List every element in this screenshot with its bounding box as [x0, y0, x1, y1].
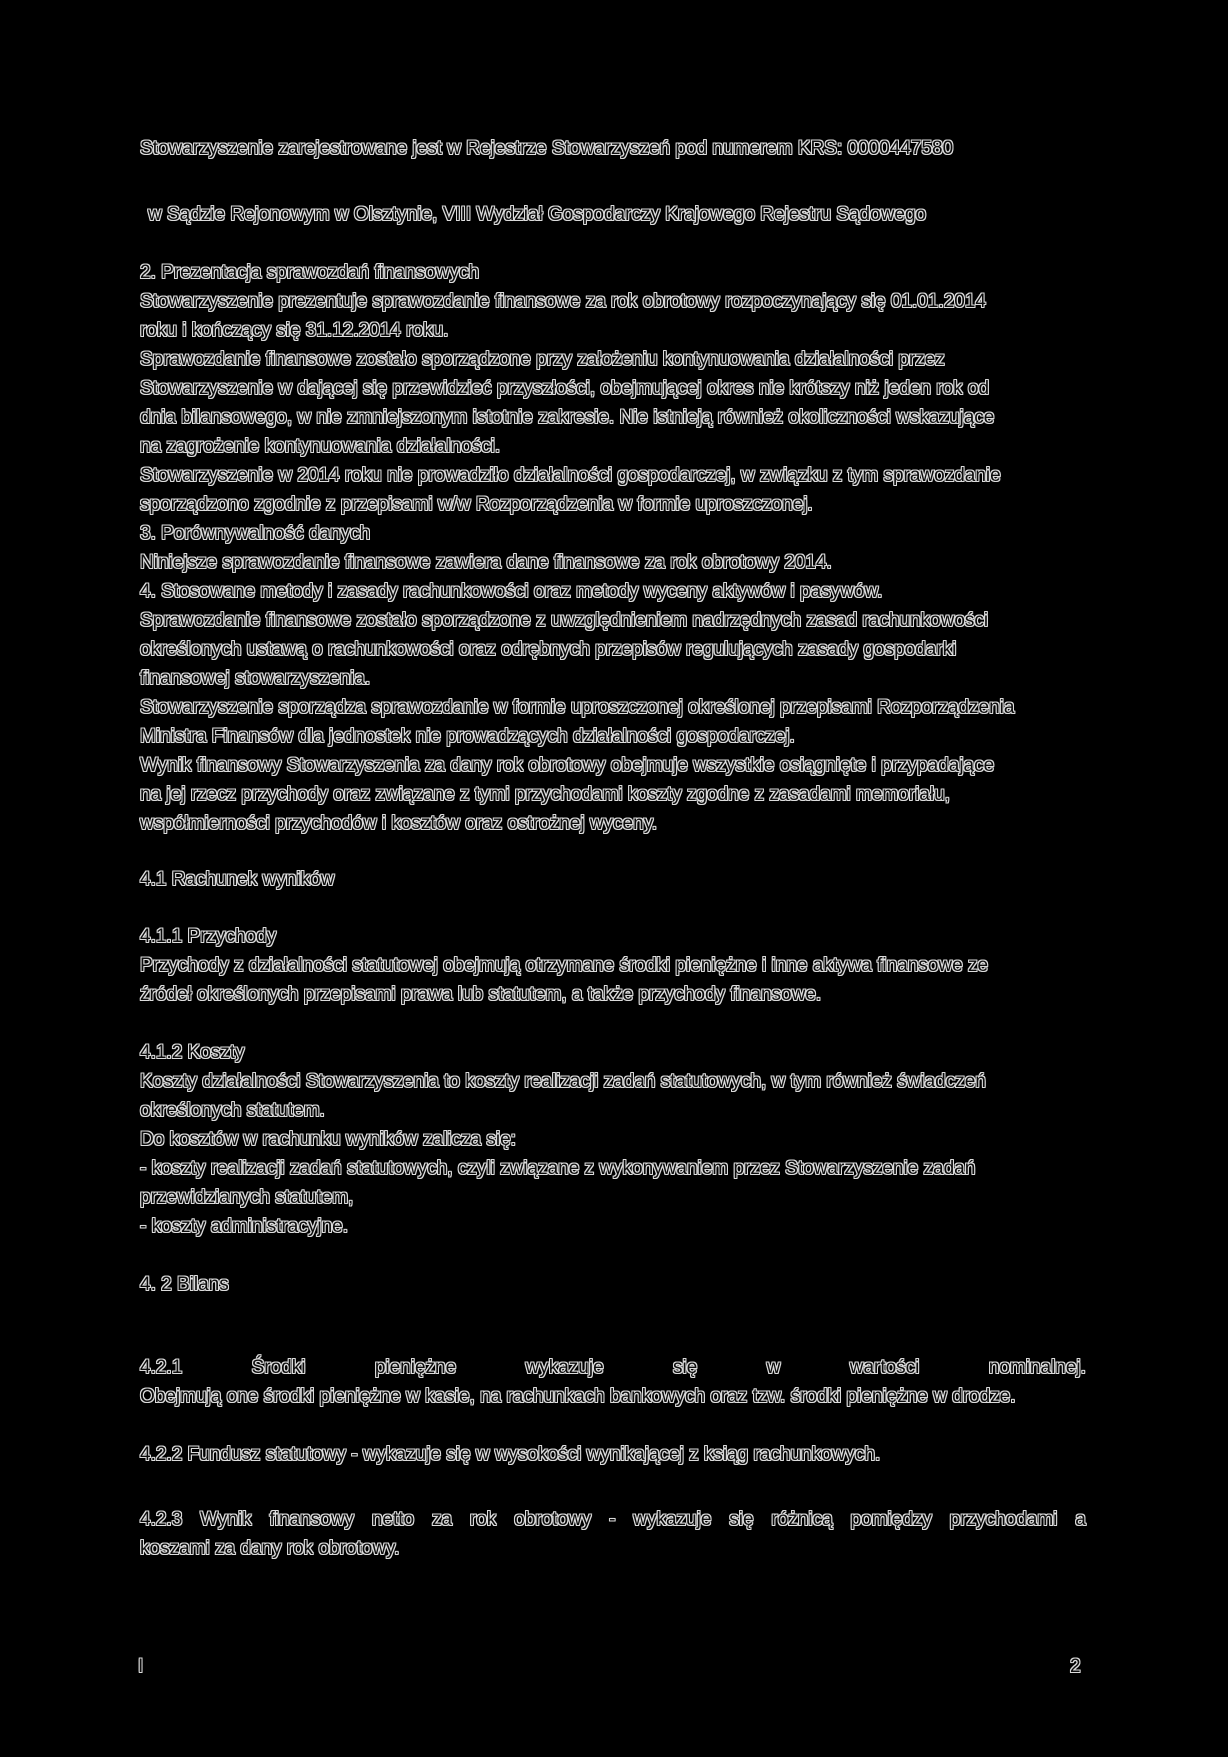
justified-line-423 — [140, 1505, 1086, 1534]
section-heading: 4. Stosowane metody i zasady rachunkowości oraz metody wyceny aktywów i pasywów. — [140, 581, 883, 602]
paragraph-line: Stowarzyszenie sporządza sprawozdanie w formie uproszczonej określonej przepisami Rozporządzenia — [140, 697, 1015, 718]
paragraph-line: Stowarzyszenie w 2014 roku nie prowadziło działalności gospodarczej, w związku z tym sprawozdanie — [140, 465, 1001, 486]
justified-line-421 — [140, 1353, 1086, 1382]
section-heading: 4.1.1 Przychody — [140, 926, 277, 947]
word: a — [1075, 1509, 1086, 1530]
word: wykazuje — [633, 1509, 712, 1530]
paragraph-line: przewidzianych statutem, — [140, 1187, 354, 1208]
list-item: - koszty administracyjne. — [140, 1216, 349, 1237]
paragraph-line: Sprawozdanie finansowe zostało sporządzone z uwzględnieniem nadrzędnych zasad rachunkowości — [140, 610, 989, 631]
word: obrotowy — [514, 1509, 592, 1530]
paragraph-line: na jej rzecz przychody oraz związane z tymi przychodami koszty zgodne z zasadami memoriału, — [140, 784, 950, 805]
word: - — [609, 1509, 616, 1530]
word: wykazuje — [525, 1357, 604, 1378]
word: różnicą — [771, 1509, 833, 1530]
paragraph-line: Niniejsze sprawozdanie finansowe zawiera dane finansowe za rok obrotowy 2014. — [140, 552, 832, 573]
paragraph-line: koszami za dany rok obrotowy. — [140, 1538, 400, 1559]
paragraph-line: sporządzono zgodnie z przepisami w/w Rozporządzenia w formie uproszczonej. — [140, 494, 813, 515]
paragraph-line: Koszty działalności Stowarzyszenia to koszty realizacji zadań statutowych, w tym również świadczeń — [140, 1071, 986, 1092]
word: netto — [371, 1509, 415, 1530]
list-item: - koszty realizacji zadań statutowych, czyli związane z wykonywaniem przez Stowarzyszenie zadań — [140, 1158, 976, 1179]
word: Wynik — [200, 1509, 252, 1530]
section-heading: 3. Porównywalność danych — [140, 523, 371, 544]
paragraph-line: roku i kończący się 31.12.2014 roku. — [140, 320, 449, 341]
registration-line: Stowarzyszenie zarejestrowane jest w Rejestrze Stowarzyszeń pod numerem KRS: 0000447580 — [140, 138, 954, 159]
word: pieniężne — [374, 1357, 457, 1378]
paragraph-line: Stowarzyszenie prezentuje sprawozdanie finansowe za rok obrotowy rozpoczynający się 01.01.2014 — [140, 291, 986, 312]
section-heading: 4.1.2 Koszty — [140, 1042, 245, 1063]
paragraph-line: Wynik finansowy Stowarzyszenia za dany rok obrotowy obejmuje wszystkie osiągnięte i przypadające — [140, 755, 995, 776]
paragraph-line: finansowej stowarzyszenia. — [140, 668, 371, 689]
paragraph-line: określonych statutem. — [140, 1100, 325, 1121]
section-heading: 4.1 Rachunek wyników — [140, 869, 335, 890]
paragraph-line: Obejmują one środki pieniężne w kasie, na rachunkach bankowych oraz tzw. środki pieniężne w drodze. — [140, 1386, 1016, 1407]
paragraph-line: 4.2.2 Fundusz statutowy - wykazuje się w wysokości wynikającej z ksiąg rachunkowych. — [140, 1444, 881, 1465]
page-number: 2 — [1070, 1656, 1081, 1677]
word: 4.2.1 — [140, 1357, 183, 1378]
paragraph-line: Sprawozdanie finansowe zostało sporządzone przy założeniu kontynuowania działalności przez — [140, 349, 945, 370]
margin-mark: I — [138, 1656, 144, 1677]
word: rok — [469, 1509, 497, 1530]
word: się — [729, 1509, 754, 1530]
paragraph-line: Ministra Finansów dla jednostek nie prowadzących działalności gospodarczej. — [140, 726, 795, 747]
word: Środki — [251, 1357, 306, 1378]
paragraph-line: źródeł określonych przepisami prawa lub statutem, a także przychody finansowe. — [140, 984, 822, 1005]
paragraph-line: na zagrożenie kontynuowania działalności. — [140, 436, 501, 457]
paragraph-line: dnia bilansowego, w nie zmniejszonym istotnie zakresie. Nie istnieją również okoliczności wskazujące — [140, 407, 995, 428]
word: za — [431, 1509, 453, 1530]
word: 4.2.3 — [140, 1509, 183, 1530]
section-heading: 4. 2 Bilans — [140, 1274, 229, 1295]
word: wartości — [849, 1357, 920, 1378]
paragraph-line: współmierności przychodów i kosztów oraz ostrożnej wyceny. — [140, 813, 658, 834]
word: pomiędzy — [850, 1509, 932, 1530]
word: w — [766, 1357, 781, 1378]
word: finansowy — [269, 1509, 355, 1530]
section-heading: 2. Prezentacja sprawozdań finansowych — [140, 262, 480, 283]
word: przychodami — [949, 1509, 1058, 1530]
court-line: w Sądzie Rejonowym w Olsztynie, VIII Wydział Gospodarczy Krajowego Rejestru Sądowego — [148, 204, 927, 225]
paragraph-line: Stowarzyszenie w dającej się przewidzieć przyszłości, obejmującej okres nie krótszy niż jeden rok od — [140, 378, 990, 399]
paragraph-line: określonych ustawą o rachunkowości oraz odrębnych przepisów regulujących zasady gospodarki — [140, 639, 957, 660]
word: nominalnej. — [988, 1357, 1086, 1378]
word: się — [673, 1357, 698, 1378]
paragraph-line: Przychody z działalności statutowej obejmują otrzymane środki pieniężne i inne aktywa finansowe ze — [140, 955, 989, 976]
paragraph-line: Do kosztów w rachunku wyników zalicza się: — [140, 1129, 516, 1150]
